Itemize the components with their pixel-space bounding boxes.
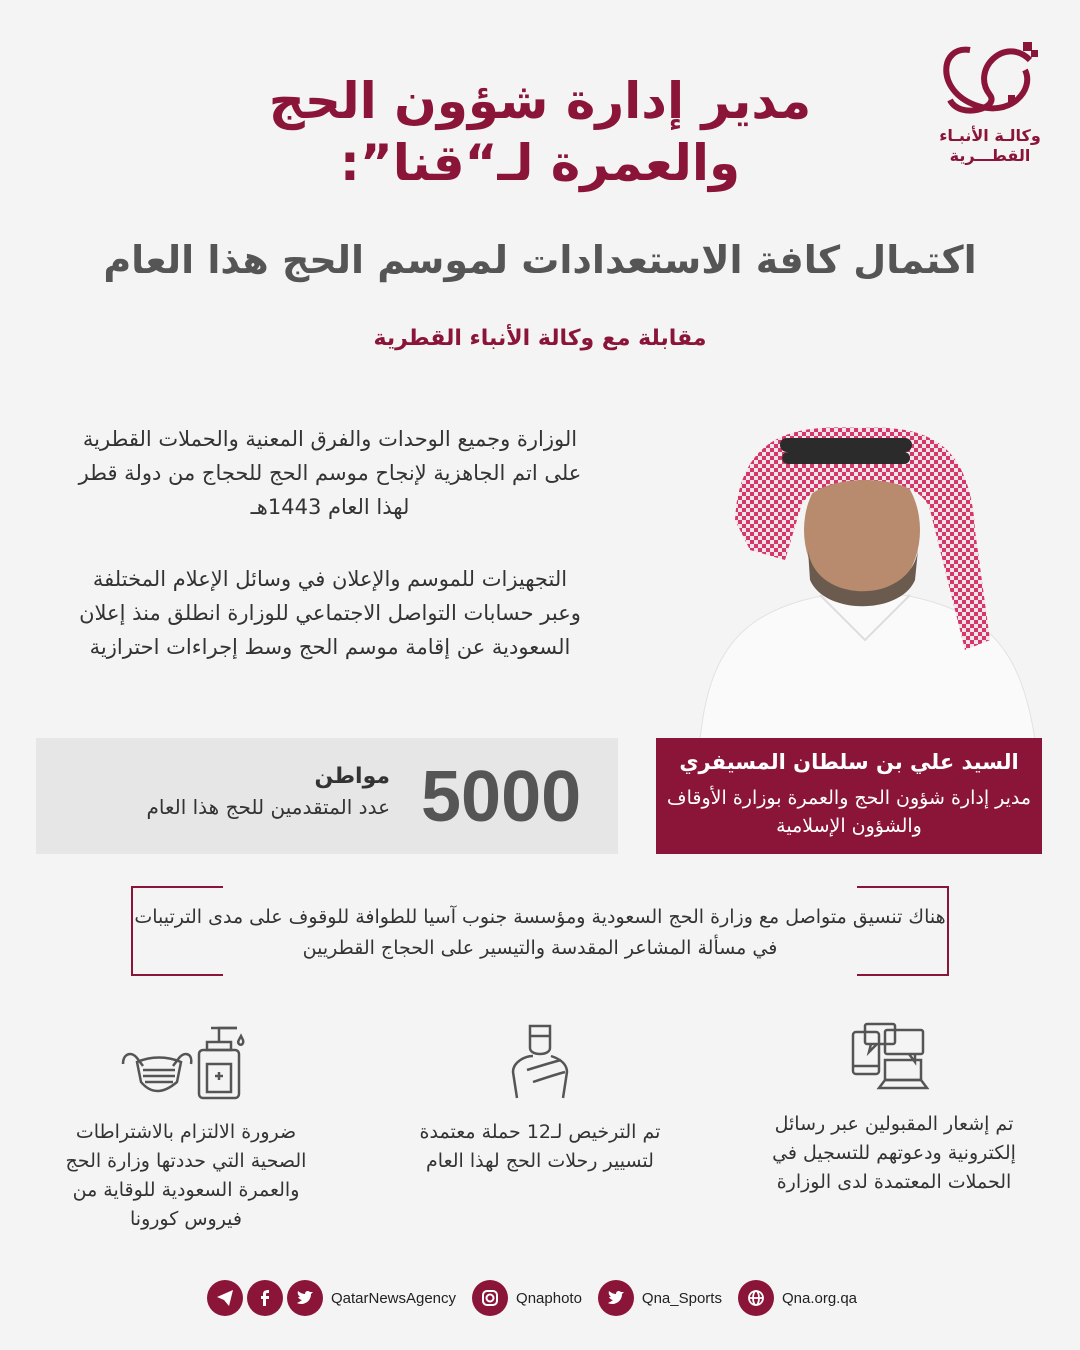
paragraph-1: الوزارة وجميع الوحدات والفرق المعنية والحملات القطرية على اتم الجاهزية لإنجاح موسم الحج للحجاج من دولة قطر لهذا العام 1443هـ <box>78 427 582 519</box>
logo-line-1: وكالـة الأنبـاء <box>939 126 1041 145</box>
instagram-icon[interactable] <box>472 1280 508 1316</box>
social-footer <box>0 1278 1080 1318</box>
stat-card <box>36 738 618 854</box>
twitter-sports-icon[interactable] <box>598 1280 634 1316</box>
person-name: السيد علي بن سلطان المسيفري <box>679 750 1019 774</box>
mask-sanitizer-icon <box>121 1022 251 1100</box>
person-photo <box>690 400 1040 740</box>
quote-text: هناك تنسيق متواصل مع وزارة الحج السعودية ومؤسسة جنوب آسيا للطوافة للوقوف على مدى الترتيبات في مسألة المشاعر المقدسة والتيسير على الحجاج القطريين <box>134 906 946 959</box>
pilgrim-icon <box>505 1022 575 1100</box>
stat-unit: مواطن <box>314 764 390 789</box>
logo-line-2: القطـــرية <box>949 146 1031 165</box>
quote-box <box>131 886 949 976</box>
subtitle: اكتمال كافة الاستعدادات لموسم الحج هذا العام <box>103 238 977 282</box>
feature-text: تم الترخيص لـ12 حملة معتمدة لتسيير رحلات الحج لهذا العام <box>419 1121 661 1172</box>
main-title <box>200 70 820 194</box>
globe-icon[interactable] <box>738 1280 774 1316</box>
feature-notification <box>754 1022 1034 1197</box>
paragraph-2: التجهيزات للموسم والإعلان في وسائل الإعلام المختلفة وعبر حسابات التواصل الاجتماعي للوزارة انطلق منذ إعلان السعودية عن إقامة موسم الحج وسط إجراءات احترازية <box>79 567 581 659</box>
instagram-handle[interactable]: Qnaphoto <box>516 1289 582 1307</box>
interview-label: مقابلة مع وكالة الأنباء القطرية <box>373 326 707 351</box>
main-handle[interactable]: QatarNewsAgency <box>330 1289 457 1307</box>
feature-licensing <box>400 1022 680 1176</box>
person-name-card <box>656 738 1042 854</box>
twitter-icon[interactable] <box>287 1280 323 1316</box>
devices-chat-icon <box>849 1022 939 1092</box>
feature-text: ضرورة الالتزام بالاشتراطات الصحية التي حددتها وزارة الحج والعمرة السعودية للوقاية من فيروس كورونا <box>65 1121 307 1230</box>
telegram-icon[interactable] <box>207 1280 243 1316</box>
person-position: مدير إدارة شؤون الحج والعمرة بوزارة الأوقاف والشؤون الإسلامية <box>666 787 1032 837</box>
qna-emblem-icon <box>930 30 1050 125</box>
feature-health <box>46 1022 326 1234</box>
qna-logo <box>930 30 1050 170</box>
stat-description: عدد المتقدمين للحج هذا العام <box>146 795 390 819</box>
stat-value: 5000 <box>421 757 582 837</box>
feature-text: تم إشعار المقبولين عبر رسائل إلكترونية ودعوتهم للتسجيل في الحملات المعتمدة لدى الوزارة <box>772 1113 1016 1193</box>
title-line-1: مدير إدارة شؤون الحج <box>268 72 812 130</box>
title-line-2: والعمرة لـ“قنا”: <box>339 134 741 192</box>
facebook-icon[interactable] <box>247 1280 283 1316</box>
sports-handle[interactable]: Qna_Sports <box>641 1289 722 1307</box>
website-link[interactable]: Qna.org.qa <box>781 1289 858 1307</box>
